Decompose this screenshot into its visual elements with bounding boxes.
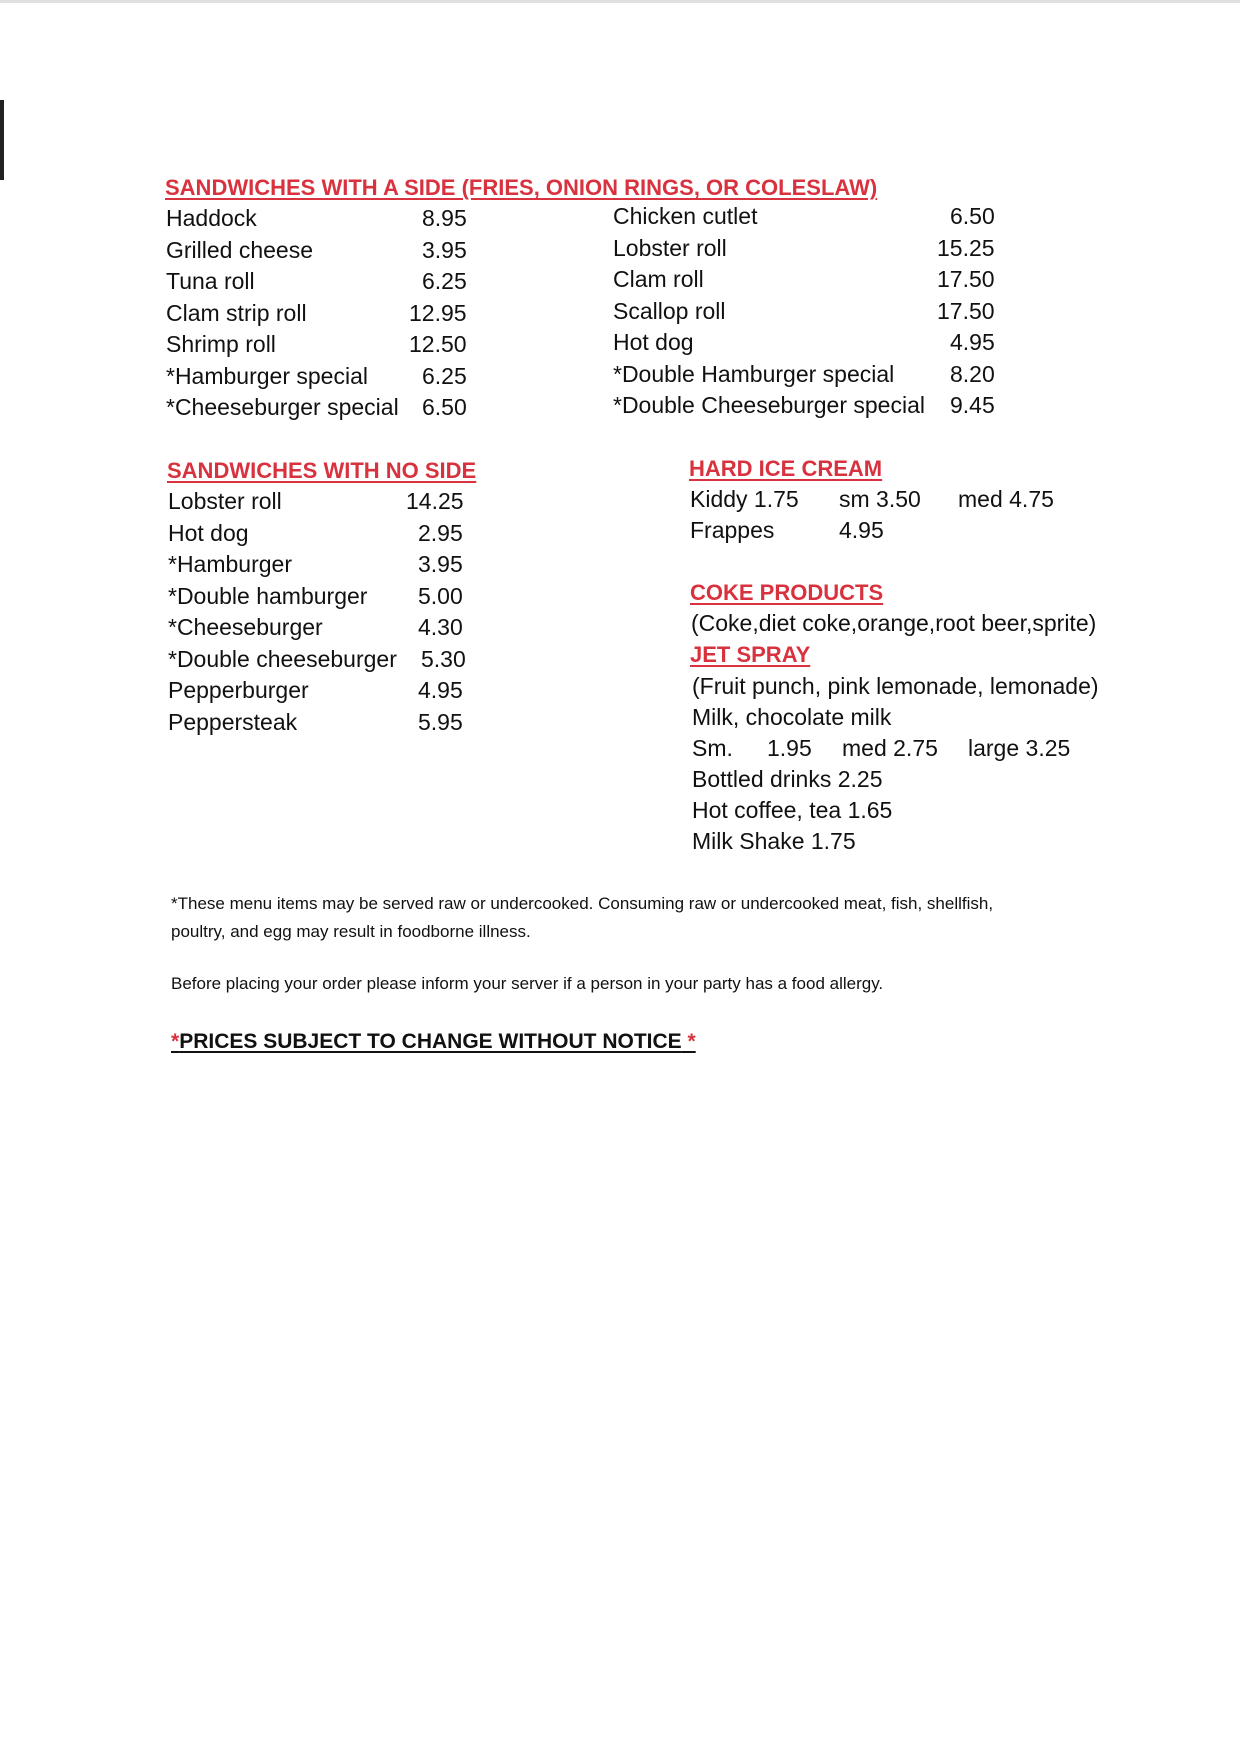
item-price: 5.95 — [418, 708, 463, 735]
item-price: 12.50 — [409, 331, 467, 357]
milk-line: Milk, chocolate milk — [692, 704, 892, 730]
menu-item — [168, 646, 478, 678]
prices-asterisk: * — [171, 1030, 180, 1053]
item-price: 15.25 — [937, 234, 995, 261]
item-name: *Hamburger — [168, 551, 292, 577]
item-price: 2.95 — [418, 519, 463, 546]
item-name: *Hamburger special — [166, 362, 368, 389]
menu-item — [166, 300, 476, 332]
ice-cream-sm: sm 3.50 — [839, 486, 921, 512]
sandwiches-no-side-list — [168, 488, 478, 740]
menu-item — [168, 709, 478, 741]
item-price: 6.25 — [422, 362, 467, 389]
size-large: large 3.25 — [968, 735, 1071, 761]
item-price: 12.95 — [409, 299, 467, 326]
page-top-border — [0, 0, 1240, 3]
item-name: Grilled cheese — [166, 236, 314, 263]
size-sm-price: 1.95 — [767, 735, 812, 761]
menu-item — [613, 298, 1013, 330]
item-name: Peppersteak — [168, 708, 298, 735]
item-name: Hot dog — [168, 519, 249, 546]
item-price: 4.95 — [418, 677, 463, 703]
menu-item — [613, 329, 1013, 361]
item-price: 14.25 — [406, 488, 464, 514]
menu-item — [166, 363, 476, 395]
heading-jet-spray: JET SPRAY — [690, 642, 811, 667]
prices-notice — [171, 1030, 696, 1054]
item-name: *Double hamburger — [168, 582, 368, 609]
item-price: 3.95 — [418, 551, 463, 577]
hot-coffee-tea: Hot coffee, tea 1.65 — [692, 797, 893, 823]
menu-item — [613, 203, 1013, 235]
milk-shake: Milk Shake 1.75 — [692, 828, 856, 854]
size-sm-label: Sm. — [692, 735, 733, 761]
menu-item — [166, 268, 476, 300]
raw-warning-line-2: poultry, and egg may result in foodborne illness. — [171, 922, 531, 941]
item-price: 4.30 — [418, 614, 463, 640]
jet-spray-list: (Fruit punch, pink lemonade, lemonade) — [692, 673, 1099, 699]
item-price: 5.30 — [421, 645, 466, 672]
prices-asterisk-end: * — [681, 1030, 696, 1053]
item-name: *Double cheeseburger — [168, 645, 397, 672]
item-price: 8.20 — [950, 360, 995, 387]
menu-item — [168, 488, 478, 520]
ice-cream-med: med 4.75 — [958, 486, 1054, 512]
item-price: 9.45 — [950, 392, 995, 418]
item-price: 3.95 — [422, 236, 467, 263]
item-name: Chicken cutlet — [613, 203, 758, 229]
item-name: Hot dog — [613, 329, 694, 355]
item-name: Lobster roll — [168, 488, 282, 514]
item-price: 17.50 — [937, 297, 995, 324]
item-price: 6.50 — [422, 394, 467, 420]
heading-hard-ice-cream: HARD ICE CREAM — [689, 456, 883, 481]
bottled-drinks: Bottled drinks 2.25 — [692, 766, 883, 792]
item-name: Scallop roll — [613, 297, 726, 324]
item-price: 17.50 — [937, 266, 995, 292]
frappes-label: Frappes — [690, 517, 775, 543]
menu-item — [166, 237, 476, 269]
item-name: Clam strip roll — [166, 299, 307, 326]
item-name: *Cheeseburger — [168, 614, 323, 640]
menu-item — [168, 551, 478, 583]
menu-item — [166, 331, 476, 363]
item-price: 6.50 — [950, 203, 995, 229]
item-price: 4.95 — [950, 329, 995, 355]
item-name: Haddock — [166, 205, 257, 231]
menu-item — [168, 677, 478, 709]
heading-sandwiches-no-side: SANDWICHES WITH NO SIDE — [167, 458, 477, 483]
prices-notice-text: PRICES SUBJECT TO CHANGE WITHOUT NOTICE — [179, 1030, 682, 1053]
sandwiches-side-right-list — [613, 203, 1013, 424]
ice-cream-kiddy: Kiddy 1.75 — [690, 486, 799, 512]
item-price: 5.00 — [418, 582, 463, 609]
scan-edge-mark — [0, 100, 4, 180]
menu-item — [168, 614, 478, 646]
item-name: *Cheeseburger special — [166, 394, 399, 420]
allergy-notice: Before placing your order please inform your server if a person in your party has a food allergy. — [171, 974, 884, 993]
item-name: Pepperburger — [168, 677, 309, 703]
menu-item — [166, 394, 476, 426]
item-price: 8.95 — [422, 205, 467, 231]
menu-item — [168, 520, 478, 552]
item-name: *Double Cheeseburger special — [613, 392, 925, 418]
menu-item — [613, 361, 1013, 393]
coke-list: (Coke,diet coke,orange,root beer,sprite) — [691, 610, 1097, 636]
item-name: *Double Hamburger special — [613, 360, 895, 387]
item-name: Lobster roll — [613, 234, 727, 261]
item-price: 6.25 — [422, 268, 467, 294]
menu-item — [613, 235, 1013, 267]
heading-sandwiches-with-side: SANDWICHES WITH A SIDE (FRIES, ONION RINGS, OR COLESLAW) — [165, 175, 878, 200]
size-med: med 2.75 — [842, 735, 938, 761]
heading-coke-products: COKE PRODUCTS — [690, 580, 884, 605]
sandwiches-side-left-list — [166, 205, 476, 426]
menu-item — [613, 392, 1013, 424]
raw-warning-line-1: *These menu items may be served raw or undercooked. Consuming raw or undercooked meat, fish, shellfish, — [171, 894, 994, 913]
item-name: Tuna roll — [166, 268, 255, 294]
menu-item — [168, 583, 478, 615]
menu-item — [166, 205, 476, 237]
menu-item — [613, 266, 1013, 298]
item-name: Clam roll — [613, 266, 704, 292]
item-name: Shrimp roll — [166, 331, 276, 357]
frappes-price: 4.95 — [839, 517, 884, 543]
